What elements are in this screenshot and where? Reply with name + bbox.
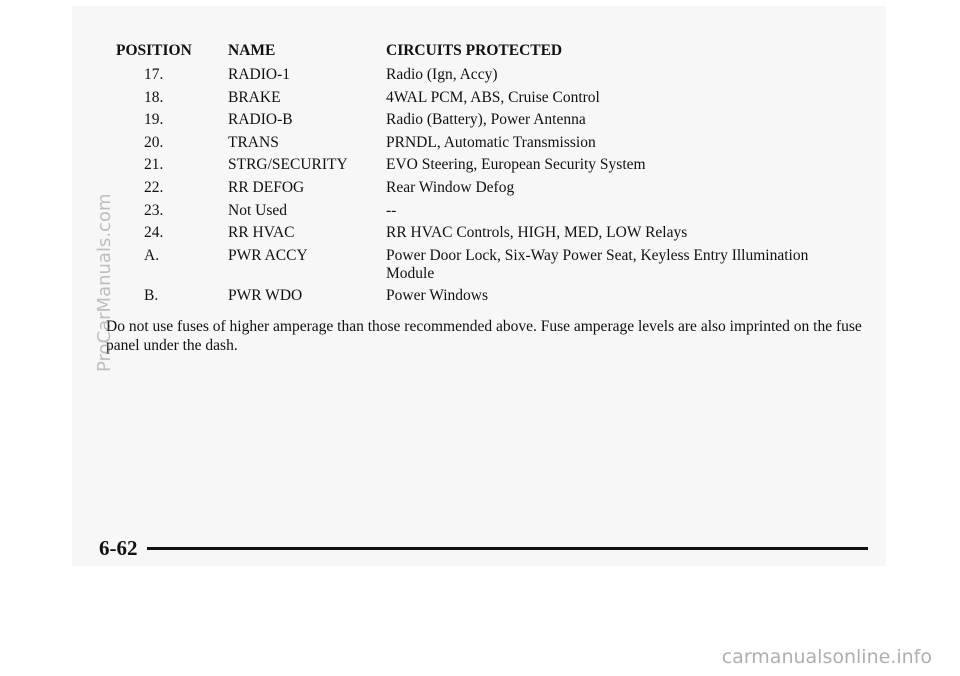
row-position: 23.: [144, 201, 164, 219]
row-position: 17.: [144, 66, 164, 83]
footer-rule: [147, 547, 868, 550]
bottom-watermark: carmanualsonline.info: [721, 646, 932, 668]
header-position: POSITION: [116, 42, 192, 59]
table-row: [116, 89, 876, 112]
row-circuits: 4WAL PCM, ABS, Cruise Control: [386, 88, 600, 106]
row-circuits: --: [386, 201, 397, 219]
row-position: A.: [144, 246, 160, 264]
fuse-note: Do not use fuses of higher amperage than those recommended above. Fuse amperage levels are also imprinted on the fuse panel under the dash.: [106, 318, 862, 354]
row-position: 22.: [144, 178, 164, 196]
row-circuits: Radio (Battery), Power Antenna: [386, 111, 586, 129]
row-circuits: RR HVAC Controls, HIGH, MED, LOW Relays: [386, 224, 688, 242]
row-position: 20.: [144, 133, 164, 151]
row-name: RR HVAC: [228, 224, 295, 242]
row-name: RR DEFOG: [228, 178, 305, 196]
row-name: RADIO-B: [228, 111, 293, 129]
row-circuits: Power Door Lock, Six-Way Power Seat, Keyless Entry Illumination Module: [386, 246, 809, 282]
row-name: BRAKE: [228, 88, 281, 106]
row-position: B.: [144, 286, 159, 304]
header-name: NAME: [228, 42, 276, 59]
table-row: [116, 224, 876, 247]
row-name: RADIO-1: [228, 66, 290, 83]
row-position: 19.: [144, 111, 164, 129]
table-row: [116, 179, 876, 202]
header-circuits: CIRCUITS PROTECTED: [386, 42, 563, 59]
row-name: PWR ACCY: [228, 246, 308, 264]
row-name: STRG/SECURITY: [228, 156, 348, 174]
table-row: [116, 202, 876, 225]
fuse-table: [116, 42, 876, 309]
table-row: [116, 111, 876, 134]
row-circuits: EVO Steering, European Security System: [386, 156, 646, 174]
table-row: [116, 134, 876, 157]
row-circuits: Rear Window Defog: [386, 178, 515, 196]
row-circuits: PRNDL, Automatic Transmission: [386, 133, 596, 151]
side-watermark: ProCarManuals.com: [94, 193, 115, 372]
row-name: TRANS: [228, 133, 279, 151]
table-row: [116, 247, 876, 287]
row-position: 18.: [144, 88, 164, 106]
row-position: 24.: [144, 224, 164, 242]
row-name: PWR WDO: [228, 286, 303, 304]
row-name: Not Used: [228, 201, 287, 219]
table-row: [116, 66, 876, 89]
page-number: 6-62: [99, 536, 138, 560]
table-row: [116, 287, 876, 310]
table-row: [116, 156, 876, 179]
row-circuits: Radio (Ign, Accy): [386, 66, 498, 83]
row-circuits: Power Windows: [386, 286, 488, 304]
row-position: 21.: [144, 156, 164, 174]
table-header: [116, 42, 876, 66]
